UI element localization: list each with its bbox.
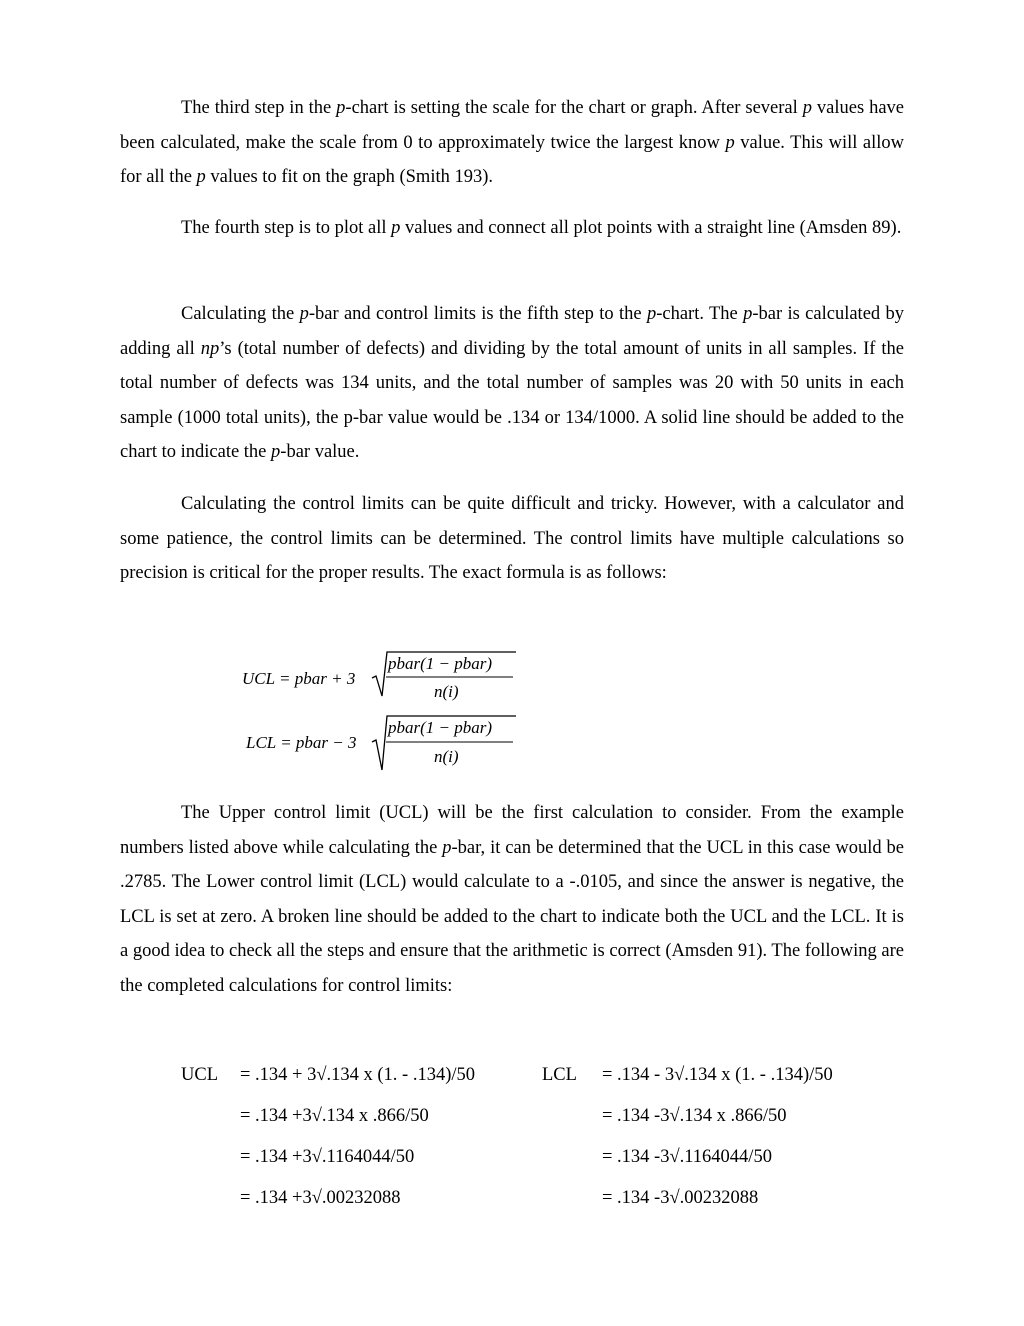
- paragraph-control-limits-intro: [120, 487, 904, 591]
- ucl-formula-lhs: UCL = pbar + 3: [242, 669, 356, 688]
- ucl-calc-line: = .134 +3√.134 x .866/50: [240, 1106, 429, 1126]
- lcl-calc-line: = .134 -3√.00232088: [602, 1188, 759, 1208]
- text-segment: The third step in the: [181, 98, 337, 118]
- text-segment: The Upper control limit (UCL) will be the first calculation to consider. From the example numbers listed above while calculating the: [120, 803, 904, 858]
- italic-term: p: [442, 837, 452, 858]
- italic-term: p: [743, 304, 753, 324]
- ucl-calc-line: = .134 +3√.00232088: [240, 1188, 401, 1208]
- text-segment: value. This will allow for all the: [120, 132, 905, 188]
- paragraph-ucl-lcl-explanation: [120, 796, 904, 1004]
- ucl-label: UCL: [181, 1065, 218, 1085]
- italic-term: p: [725, 132, 735, 153]
- text-segment: values to fit on the graph (Smith 193).: [205, 167, 494, 188]
- text-segment: -bar is calculated by adding all: [120, 304, 905, 359]
- text-segment: values have been calculated, make the scale from 0 to approximately twice the largest know: [120, 98, 905, 153]
- paragraph-scale-step: [120, 91, 904, 195]
- text-segment: Calculating the: [181, 304, 300, 324]
- ucl-formula-numerator: pbar(1 − pbar): [388, 654, 493, 673]
- lcl-formula-lhs: LCL = pbar − 3: [246, 733, 357, 752]
- lcl-calc-line: = .134 -3√.1164044/50: [602, 1147, 772, 1167]
- italic-term: p: [196, 167, 206, 188]
- lcl-calculation-lines: [602, 1055, 833, 1219]
- paragraph-plot-step: [120, 211, 904, 246]
- lcl-calc-line: = .134 - 3√.134 x (1. - .134)/50: [602, 1065, 833, 1085]
- lcl-formula-numerator: pbar(1 − pbar): [388, 718, 493, 737]
- ucl-formula-denominator: n(i): [434, 682, 459, 701]
- text-segment: -bar, it can be determined that the UCL in this case would be .2785. The Lower control limit (LCL) would calculate to a -.0105, and since the answer is negative, the LCL is set at zero. A broken line should be added to the chart to indicate both the UCL and the LCL. It is a good idea to check all the steps and ensure that the arithmetic is correct (Amsden 91). The following are the completed calculations for control limits:: [120, 837, 904, 996]
- text-segment: -chart is setting the scale for the chart or graph. After several: [345, 98, 803, 118]
- text-segment: -chart. The: [656, 304, 744, 324]
- italic-term: p: [646, 304, 657, 324]
- italic-term: p: [336, 98, 346, 118]
- control-limit-formula: [240, 648, 520, 774]
- lcl-formula-denominator: n(i): [434, 747, 459, 766]
- italic-term: p: [391, 218, 401, 238]
- text-segment: Calculating the control limits can be quite difficult and tricky. However, with a calculator and some patience, the control limits can be determined. The control limits have multiple calculations so precision is critical for the proper results. The exact formula is as follows:: [120, 494, 904, 584]
- ucl-calc-line: = .134 + 3√.134 x (1. - .134)/50: [240, 1065, 476, 1085]
- text-segment: -bar value.: [280, 442, 360, 463]
- text-segment: ’s (total number of defects) and dividing by the total amount of units in all samples. If the total number of defects was 134 units, and the total number of samples was 20 with 50 units in each sample (1000 total units), the p-bar value would be .134 or 134/1000. A solid line should be added to the chart to indicate the: [120, 338, 904, 463]
- text-segment: The fourth step is to plot all: [181, 218, 392, 238]
- italic-term: np: [200, 338, 220, 359]
- ucl-calculation-lines: [240, 1055, 475, 1219]
- text-segment: values and connect all plot points with a straight line (Amsden 89).: [400, 218, 902, 238]
- ucl-calc-line: = .134 +3√.1164044/50: [240, 1147, 415, 1167]
- text-segment: -bar and control limits is the fifth step to the: [308, 304, 647, 324]
- italic-term: p: [299, 304, 309, 324]
- italic-term: p: [802, 98, 812, 118]
- paragraph-pbar-step: [120, 297, 904, 470]
- italic-term: p: [271, 442, 281, 463]
- lcl-label: LCL: [542, 1065, 577, 1085]
- lcl-calc-line: = .134 -3√.134 x .866/50: [602, 1106, 787, 1126]
